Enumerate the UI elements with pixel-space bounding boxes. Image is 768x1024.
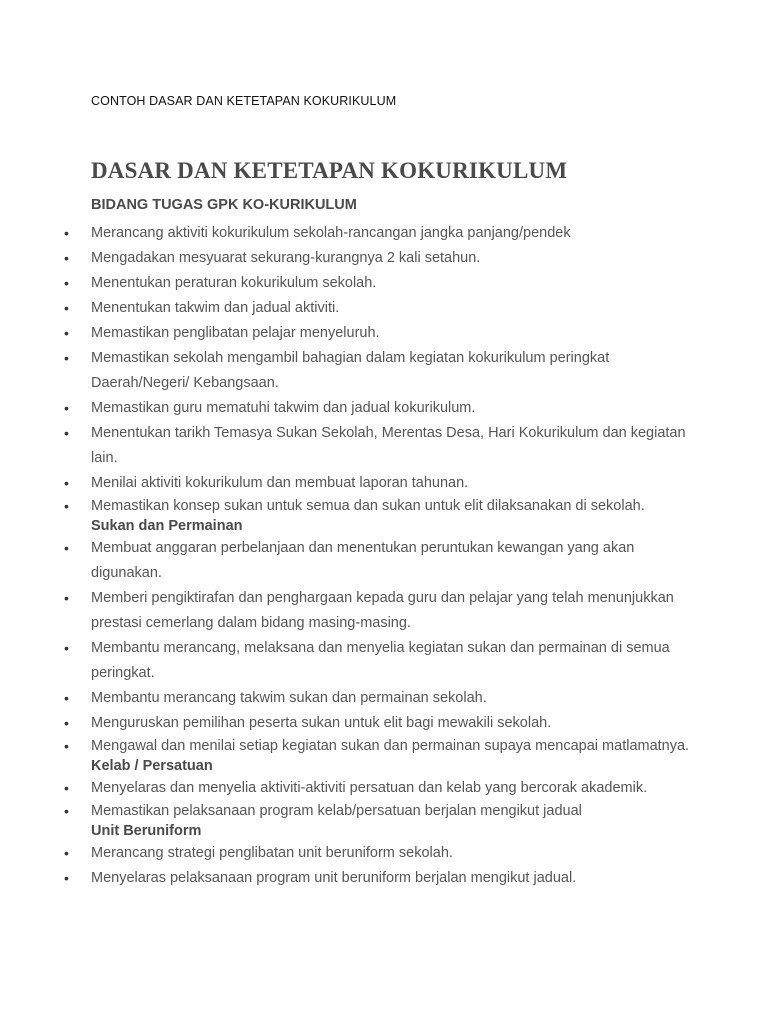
bidang-tugas-list [0,221,768,516]
list-item: • Menyelaras dan menyelia aktiviti-aktiviti persatuan dan kelab yang bercorak akademik. [0,776,768,801]
document-title: DASAR DAN KETETAPAN KOKURIKULUM [91,158,568,183]
list-item: • Memastikan penglibatan pelajar menyeluruh. [0,321,768,346]
list-item: • Membantu merancang takwim sukan dan permainan sekolah. [0,686,768,711]
list-item: • Membuat anggaran perbelanjaan dan menentukan peruntukan kewangan yang akan digunakan. [0,536,768,586]
list-item: • Menentukan takwim dan jadual aktiviti. [0,296,768,321]
list-item: • Memastikan guru mematuhi takwim dan jadual kokurikulum. [0,396,768,421]
list-item: • Mengadakan mesyuarat sekurang-kurangnya 2 kali setahun. [0,246,768,271]
list-item: • Menilai aktiviti kokurikulum dan membuat laporan tahunan. [0,471,768,496]
section-heading-sukan-permainan: Sukan dan Permainan [91,518,243,534]
list-item: • Menguruskan pemilihan peserta sukan untuk elit bagi mewakili sekolah. [0,711,768,736]
list-item: • Memastikan sekolah mengambil bahagian dalam kegiatan kokurikulum peringkat Daerah/Negeri/ Kebangsaan. [0,346,768,396]
list-item: • Memastikan konsep sukan untuk semua dan sukan untuk elit dilaksanakan di sekolah. [0,496,768,516]
list-item: • Memberi pengiktirafan dan penghargaan kepada guru dan pelajar yang telah menunjukkan prestasi cemerlang dalam bidang masing-masing. [0,586,768,636]
sukan-permainan-list [0,536,768,756]
list-item: • Merancang strategi penglibatan unit beruniform sekolah. [0,841,768,866]
list-item: • Merancang aktiviti kokurikulum sekolah-rancangan jangka panjang/pendek [0,221,768,246]
list-item: • Memastikan pelaksanaan program kelab/persatuan berjalan mengikut jadual [0,801,768,821]
list-item: • Menentukan peraturan kokurikulum sekolah. [0,271,768,296]
document-body [0,195,768,891]
list-item: • Mengawal dan menilai setiap kegiatan sukan dan permainan supaya mencapai matlamatnya. [0,736,768,756]
kelab-persatuan-list [0,776,768,821]
document-label: CONTOH DASAR DAN KETETAPAN KOKURIKULUM [91,94,397,108]
section-heading-kelab-persatuan: Kelab / Persatuan [91,758,213,774]
list-item: • Menentukan tarikh Temasya Sukan Sekolah, Merentas Desa, Hari Kokurikulum dan kegiatan lain. [0,421,768,471]
list-item: • Membantu merancang, melaksana dan menyelia kegiatan sukan dan permainan di semua peringkat. [0,636,768,686]
section-heading-unit-beruniform: Unit Beruniform [91,823,202,839]
list-item: • Menyelaras pelaksanaan program unit beruniform berjalan mengikut jadual. [0,866,768,891]
section-heading-bidang-tugas: BIDANG TUGAS GPK KO-KURIKULUM [91,197,357,213]
unit-beruniform-list [0,841,768,891]
